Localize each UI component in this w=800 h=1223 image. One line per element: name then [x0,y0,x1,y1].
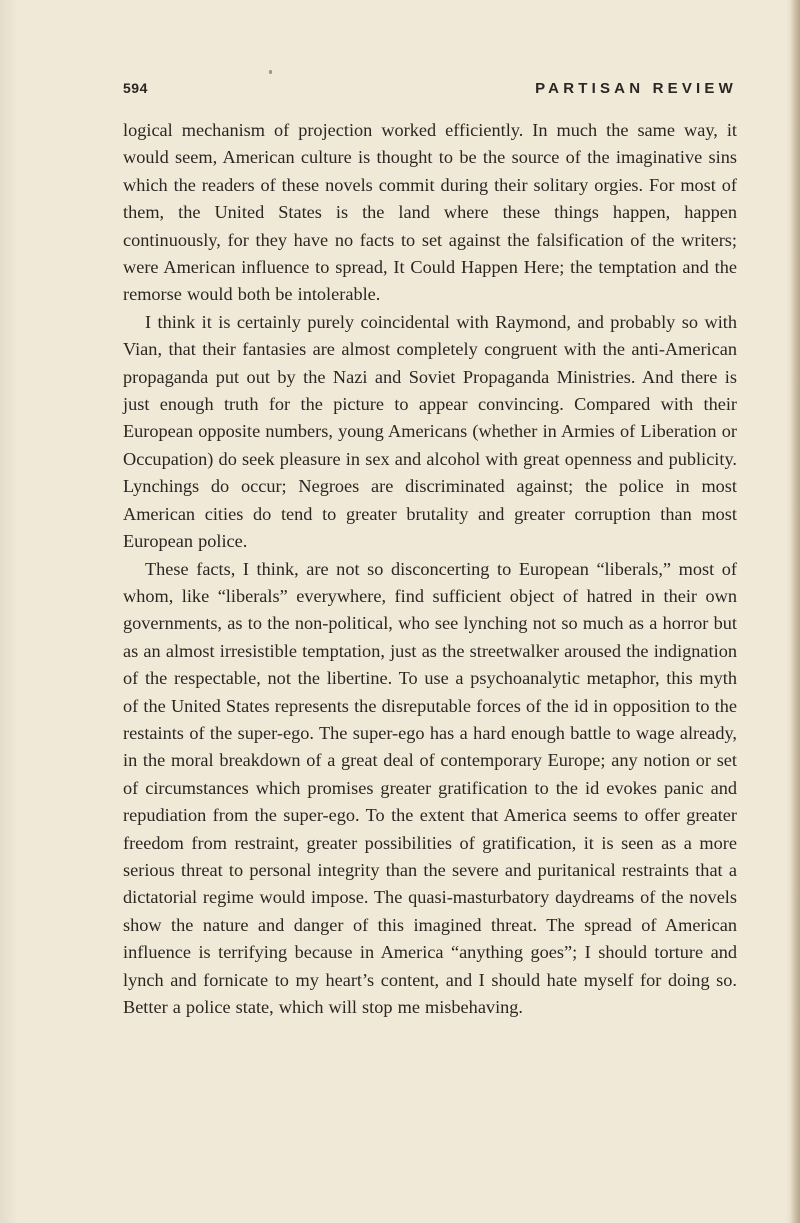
ink-speck [269,70,272,74]
page-edge-shadow [790,0,800,1223]
running-head [123,80,737,102]
paragraph-2: I think it is certainly purely coincidental with Raymond, and probably so with Vian, that their fantasies are almost completely congruent with the anti-American propaganda put out by the Nazi and Soviet Propaganda Ministries. And there is just enough truth for the picture to appear convincing. Compared with their European opposite numbers, young Americans (whether in Armies of Liberation or Occupation) do seek pleasure in sex and alcohol with great openness and publicity. Lynchings do occur; Negroes are discriminated against; the police in most American cities do tend to greater brutality and greater corruption than most European police. [123,311,737,552]
journal-title: PARTISAN REVIEW [535,80,737,97]
paragraph-3: These facts, I think, are not so disconcerting to European “liberals,” most of whom, like “liberals” everywhere, find sufficient object of hatred in their own governments, as to the non-political, who see lynching not so much as a horror but as an almost irresistible temptation, just as the streetwalker aroused the indignation of the respectable, not the libertine. To use a psychoanalytic metaphor, this myth of the United States represents the disreputable forces of the id in opposition to the restaints of the super-ego. The super-ego has a hard enough battle to wage already, in the moral breakdown of a great deal of contemporary Europe; any notion or set of circumstances which promises greater gratification to the id evokes panic and repudiation from the super-ego. To the extent that America seems to offer greater freedom from restraint, greater possibilities of gratification, it is seen as a more serious threat to personal integrity than the severe and puritanical restraints that a dictatorial regime would impose. The quasi-masturbatory daydreams of the novels show the nature and danger of this imagined threat. The spread of American influence is terrifying because in America “anything goes”; I should torture and lynch and fornicate to my heart’s content, and I should hate myself for doing so. Better a police state, which will stop me misbehaving. [123,558,737,1017]
page-number: 594 [123,80,148,96]
body-text [123,117,737,1021]
paragraph-1: logical mechanism of projection worked efficiently. In much the same way, it would seem, American culture is thought to be the source of the imaginative sins which the readers of these novels commit during their solitary orgies. For most of them, the United States is the land where these things happen, happen continuously, for they have no facts to set against the falsification of the writers; were American influence to spread, It Could Happen Here; the temptation and the remorse would both be intolerable. [123,120,737,305]
